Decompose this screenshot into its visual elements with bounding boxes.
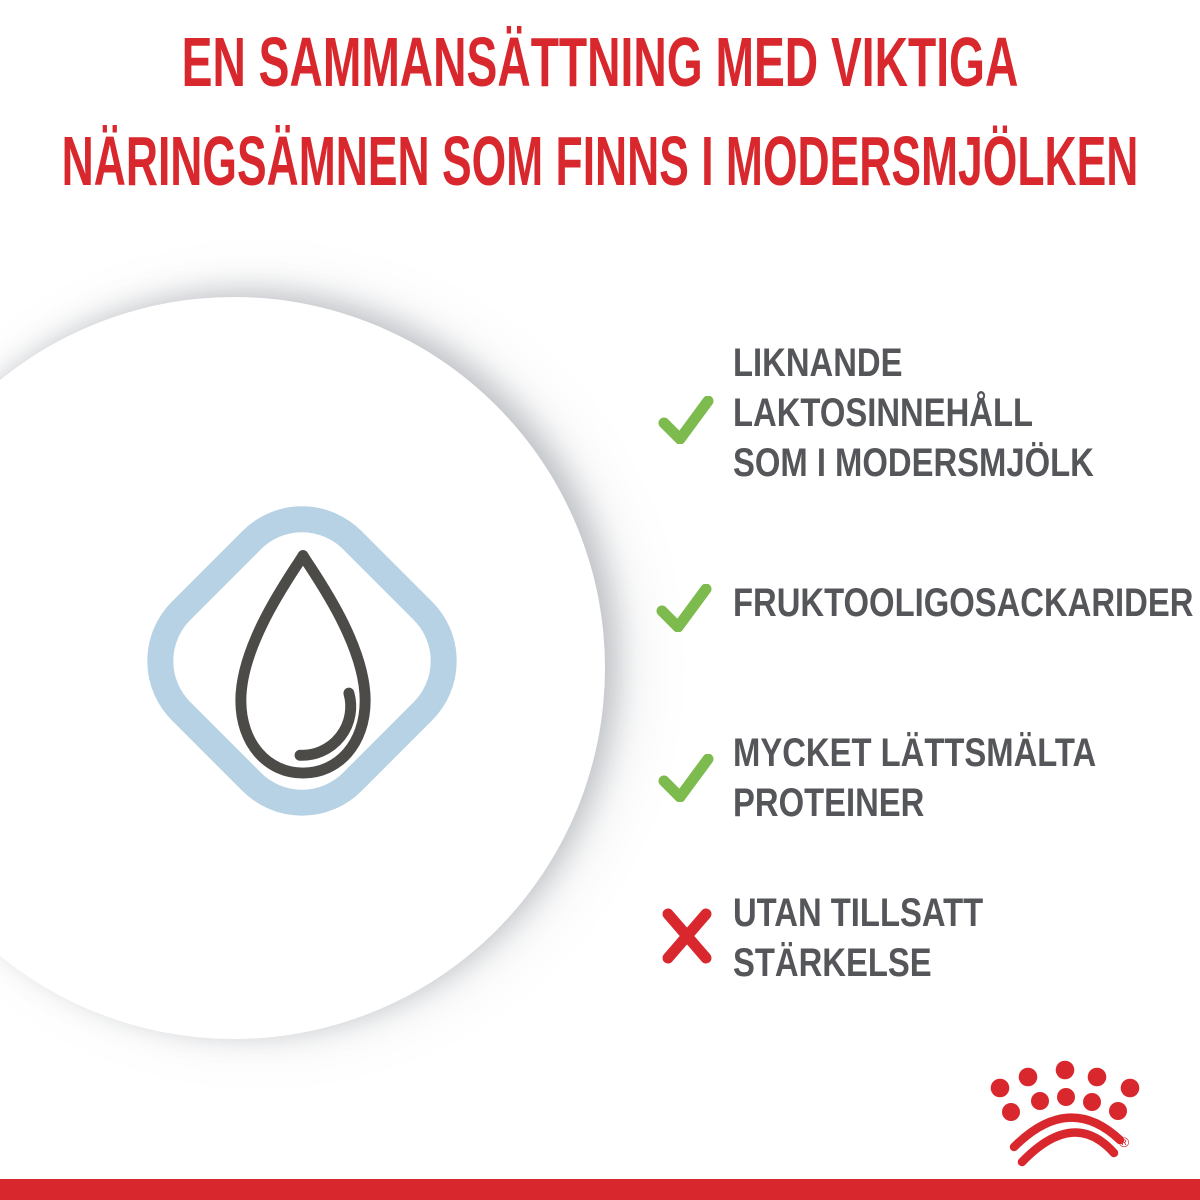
royal-canin-crown-logo bbox=[988, 1056, 1152, 1176]
benefit-text bbox=[733, 728, 1096, 828]
benefit-text-line: FRUKTOOLIGOSACKARIDER bbox=[733, 581, 1194, 625]
check-icon bbox=[658, 396, 714, 444]
benefit-text-line: STÄRKELSE bbox=[733, 941, 932, 985]
crown-band bbox=[1014, 1118, 1120, 1162]
benefit-text-line: PROTEINER bbox=[733, 781, 925, 825]
crown-gems bbox=[991, 1061, 1140, 1121]
benefit-text bbox=[733, 578, 1193, 628]
cross-icon bbox=[661, 906, 713, 966]
registered-mark: ® bbox=[1118, 1134, 1130, 1150]
benefit-text bbox=[733, 338, 1094, 488]
check-icon bbox=[658, 754, 714, 802]
check-icon bbox=[656, 584, 712, 632]
benefit-text-line: LIKNANDE bbox=[733, 341, 903, 385]
benefit-text-line: SOM I MODERSMJÖLK bbox=[733, 441, 1094, 485]
benefit-text bbox=[733, 888, 983, 988]
benefit-text-line: UTAN TILLSATT bbox=[733, 891, 984, 935]
headline-line-1: EN SAMMANSÄTTNING MED VIKTIGA bbox=[181, 23, 1019, 101]
bottom-brand-bar bbox=[0, 1179, 1200, 1200]
benefit-text-line: LAKTOSINNEHÅLL bbox=[733, 391, 1034, 435]
benefit-text-line: MYCKET LÄTTSMÄLTA bbox=[733, 731, 1097, 775]
water-drop-icon bbox=[229, 546, 377, 784]
headline-line-2: NÄRINGSÄMNEN SOM FINNS I MODERSMJÖLKEN bbox=[61, 122, 1139, 200]
